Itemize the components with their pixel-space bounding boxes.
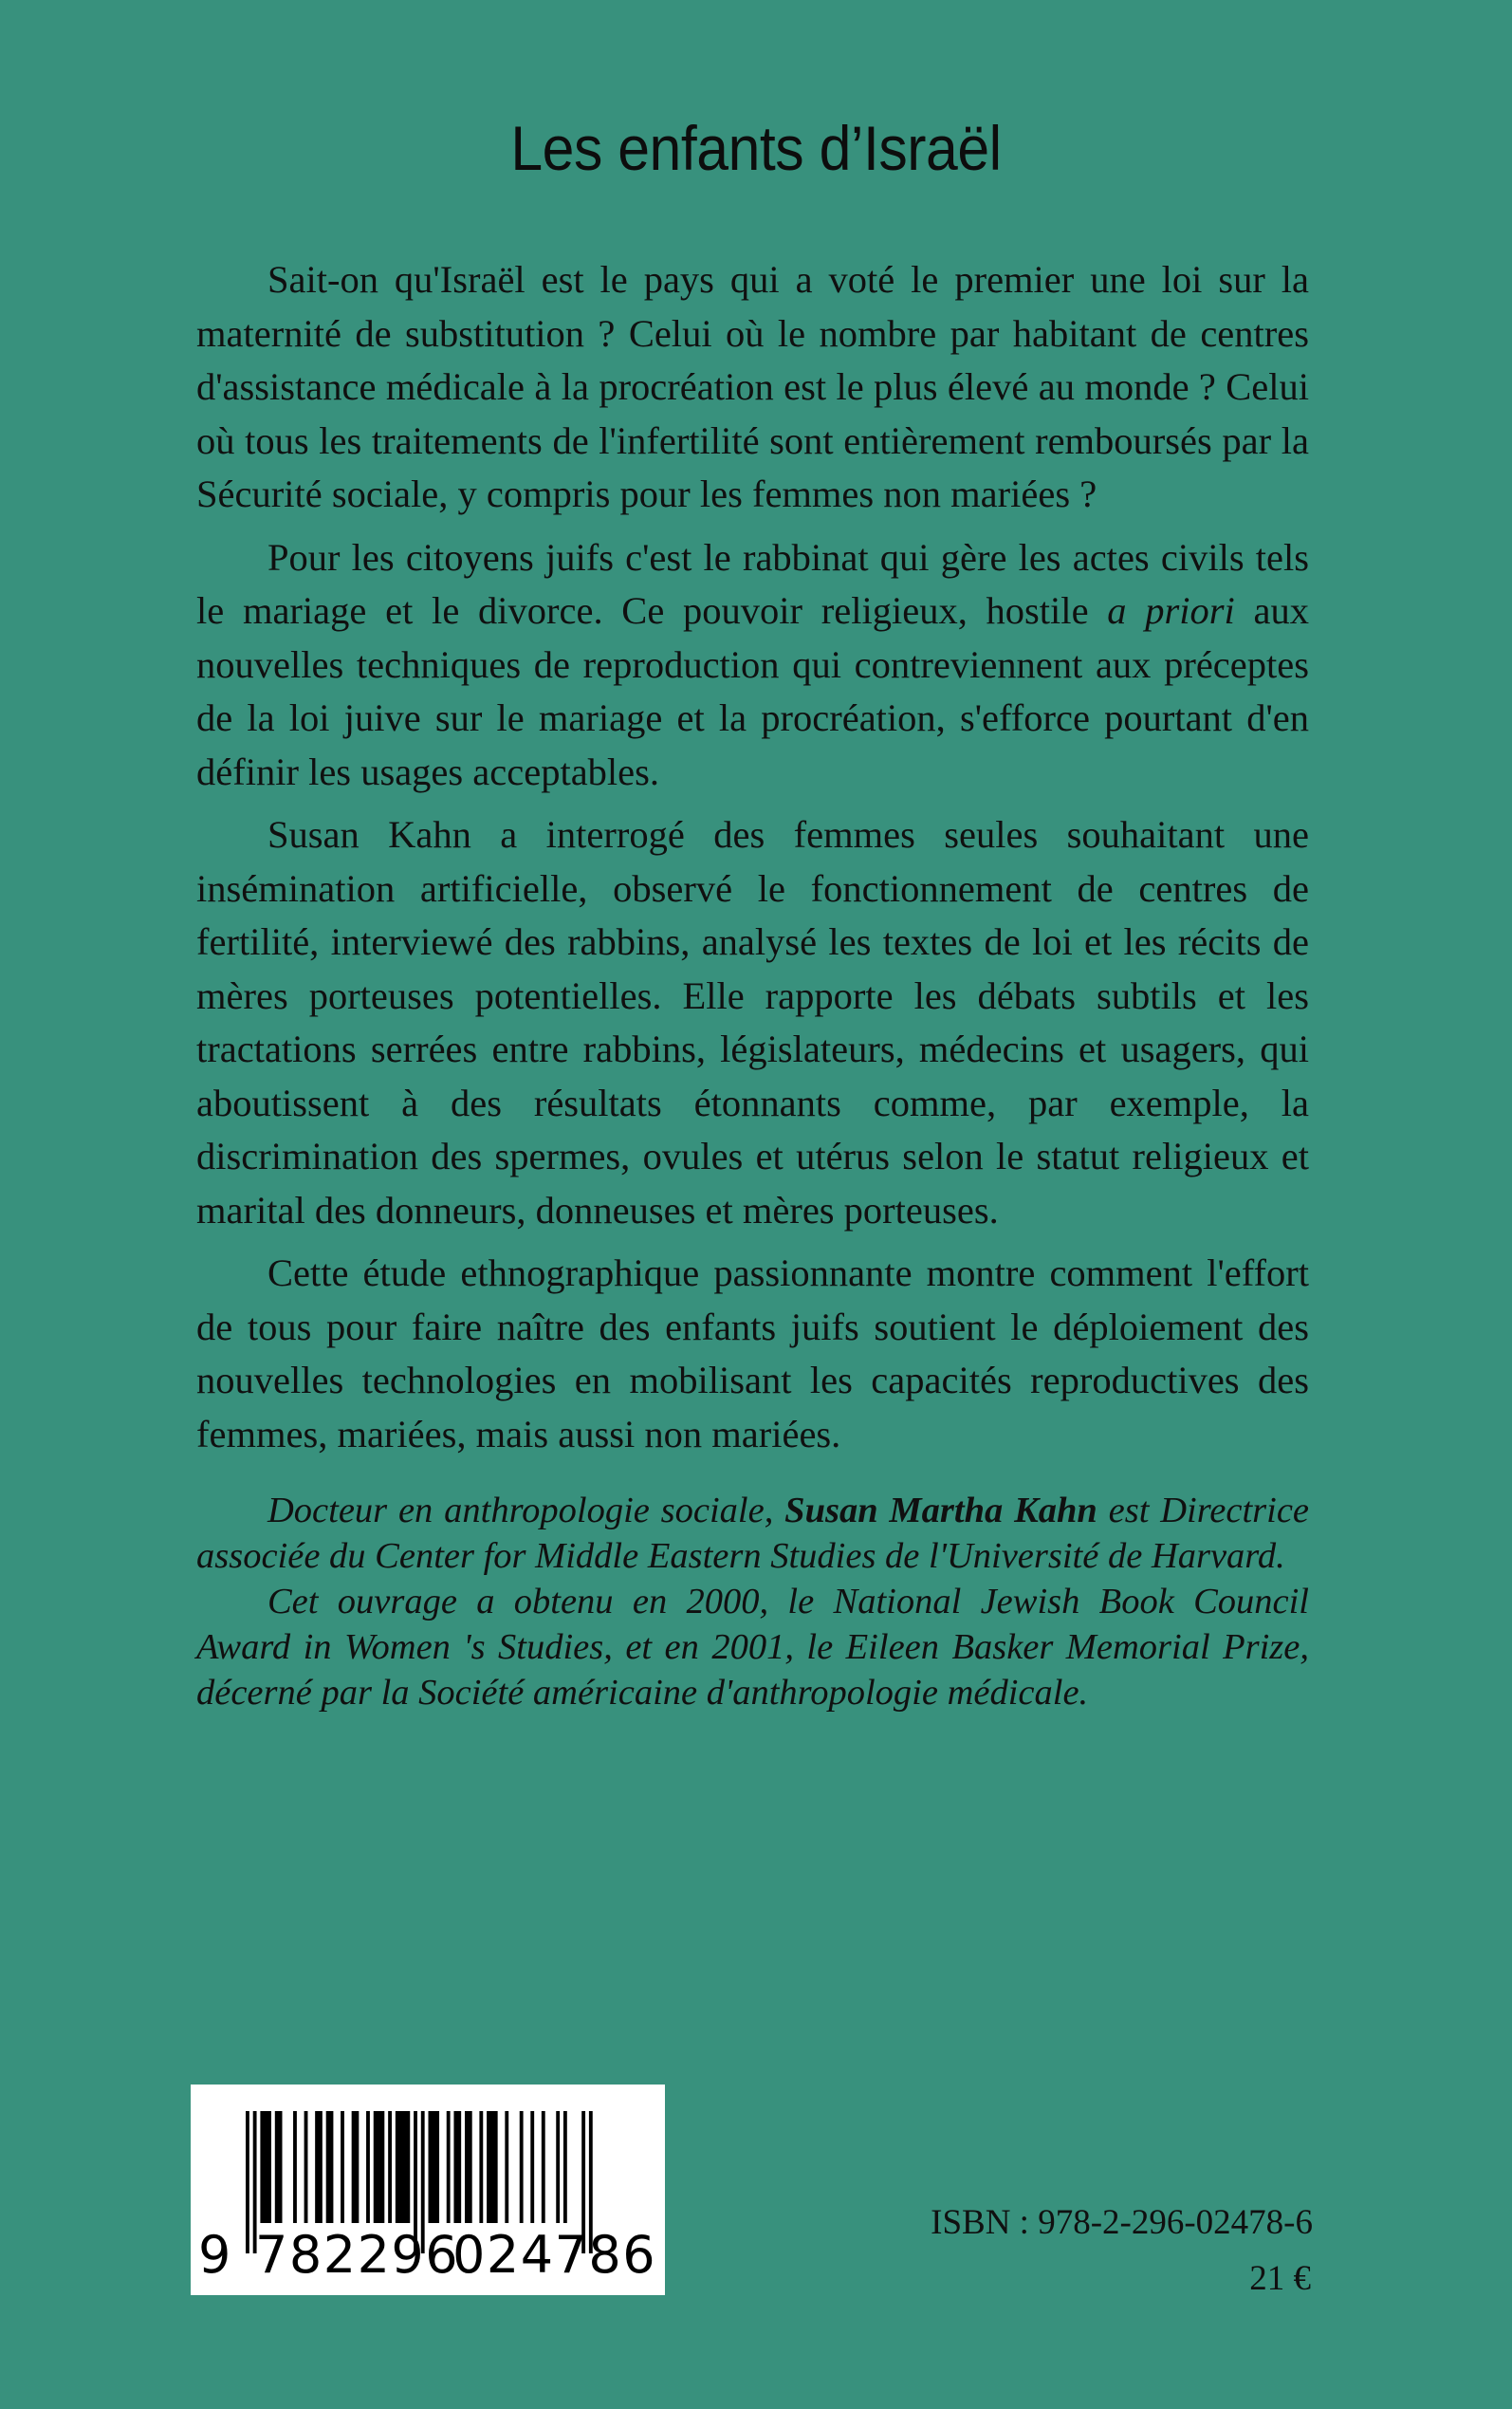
barcode-bar	[293, 2111, 297, 2223]
barcode-bar	[479, 2111, 483, 2223]
barcode-bar	[520, 2111, 524, 2223]
barcode-first-digit: 9	[198, 2225, 231, 2285]
barcode-bar	[465, 2111, 472, 2223]
barcode-bar	[447, 2111, 451, 2223]
summary-paragraph-2	[196, 531, 1309, 800]
barcode-bar	[388, 2111, 392, 2223]
barcode-bar	[542, 2111, 545, 2223]
summary-paragraph-2-end: aux nouvelles techniques de reproduction qui contreviennent aux préceptes de la loi juive sur le mariage et la procréation, s'efforce pourtant d'en définir les usages acceptables.	[196, 589, 1310, 793]
barcode-bar	[530, 2111, 534, 2223]
author-bio-paragraph-2: Cet ouvrage a obtenu en 2000, le National Jewish Book Council Award in Women 's Studies, et en 2001, le Eileen Basker Memorial Prize, décerné par la Société américaine d'anthropologie médicale.	[196, 1582, 1309, 1713]
barcode-bar	[315, 2111, 323, 2223]
barcode-bar	[453, 2111, 461, 2223]
author-name: Susan Martha Kahn	[784, 1491, 1097, 1530]
summary-paragraph-3: Susan Kahn a interrogé des femmes seules souhaitant une insémination artificielle, observé le fonctionnement de centres de fertilité, interviewé des rabbins, analysé les textes de loi et les récits de mères porteuses potentielles. Elle rapporte les débats subtils et les tractations serrées entre rabbins, législateurs, médecins et usagers, qui aboutissent à des résultats étonnants comme, par exemple, la discrimination des spermes, ovules et utérus selon le statut religieux et marital des donneurs, donneuses et mères porteuses.	[196, 813, 1309, 1232]
summary-paragraph-2-start: Pour les citoyens juifs c'est le rabbinat qui gère les actes civils tels le mariage et le divorce. Ce pouvoir religieux, hostile	[196, 535, 1309, 632]
barcode-bar	[487, 2111, 498, 2223]
summary-text	[196, 253, 1309, 1461]
barcode-bar	[304, 2111, 308, 2223]
barcode-digits	[191, 2225, 665, 2286]
barcode-bar	[556, 2111, 560, 2223]
summary-paragraph-1: Sait-on qu'Israël est le pays qui a voté le premier une loi sur la maternité de substitution ? Celui où le nombre par habitant de centres d'assistance médicale à la procréation est le plus élevé au monde ? Celui où tous les traitements de l'infertilité sont entièrement remboursés par la Sécurité sociale, y compris pour les femmes non mariées ?	[196, 258, 1309, 515]
barcode-bar	[326, 2111, 334, 2223]
barcode-bar	[275, 2111, 283, 2223]
barcode-bar	[341, 2111, 344, 2223]
price: 21 €	[1249, 2259, 1311, 2298]
summary-paragraph-2-italic: a priori	[1107, 589, 1235, 632]
barcode	[191, 2085, 665, 2295]
author-bio-paragraph-1	[196, 1488, 1309, 1579]
barcode-right-digits: 024786	[452, 2225, 657, 2285]
barcode-bar	[374, 2111, 385, 2223]
barcode-bar	[505, 2111, 508, 2223]
barcode-bar	[429, 2111, 440, 2223]
isbn-number: ISBN : 978-2-296-02478-6	[931, 2203, 1313, 2242]
barcode-bar	[396, 2111, 410, 2223]
barcode-bar	[563, 2111, 567, 2223]
author-bio-start: Docteur en anthropologie sociale,	[267, 1491, 785, 1530]
summary-paragraph-4: Cette étude ethnographique passionnante montre comment l'effort de tous pour faire naître des enfants juifs soutient le déploiement des nouvelles technologies en mobilisant les capacités reproductives des femmes, mariées, mais aussi non mariées.	[196, 1251, 1309, 1455]
author-bio	[196, 1488, 1309, 1715]
barcode-left-digits: 782296	[255, 2225, 460, 2285]
book-title: Les enfants d’Israël	[510, 113, 1002, 183]
barcode-bar	[352, 2111, 360, 2223]
barcode-bar	[366, 2111, 370, 2223]
author-bio-end: est Directrice associée du Center for Middle Eastern Studies de l'Université de Harvard.	[196, 1491, 1309, 1576]
barcode-bar	[260, 2111, 271, 2223]
